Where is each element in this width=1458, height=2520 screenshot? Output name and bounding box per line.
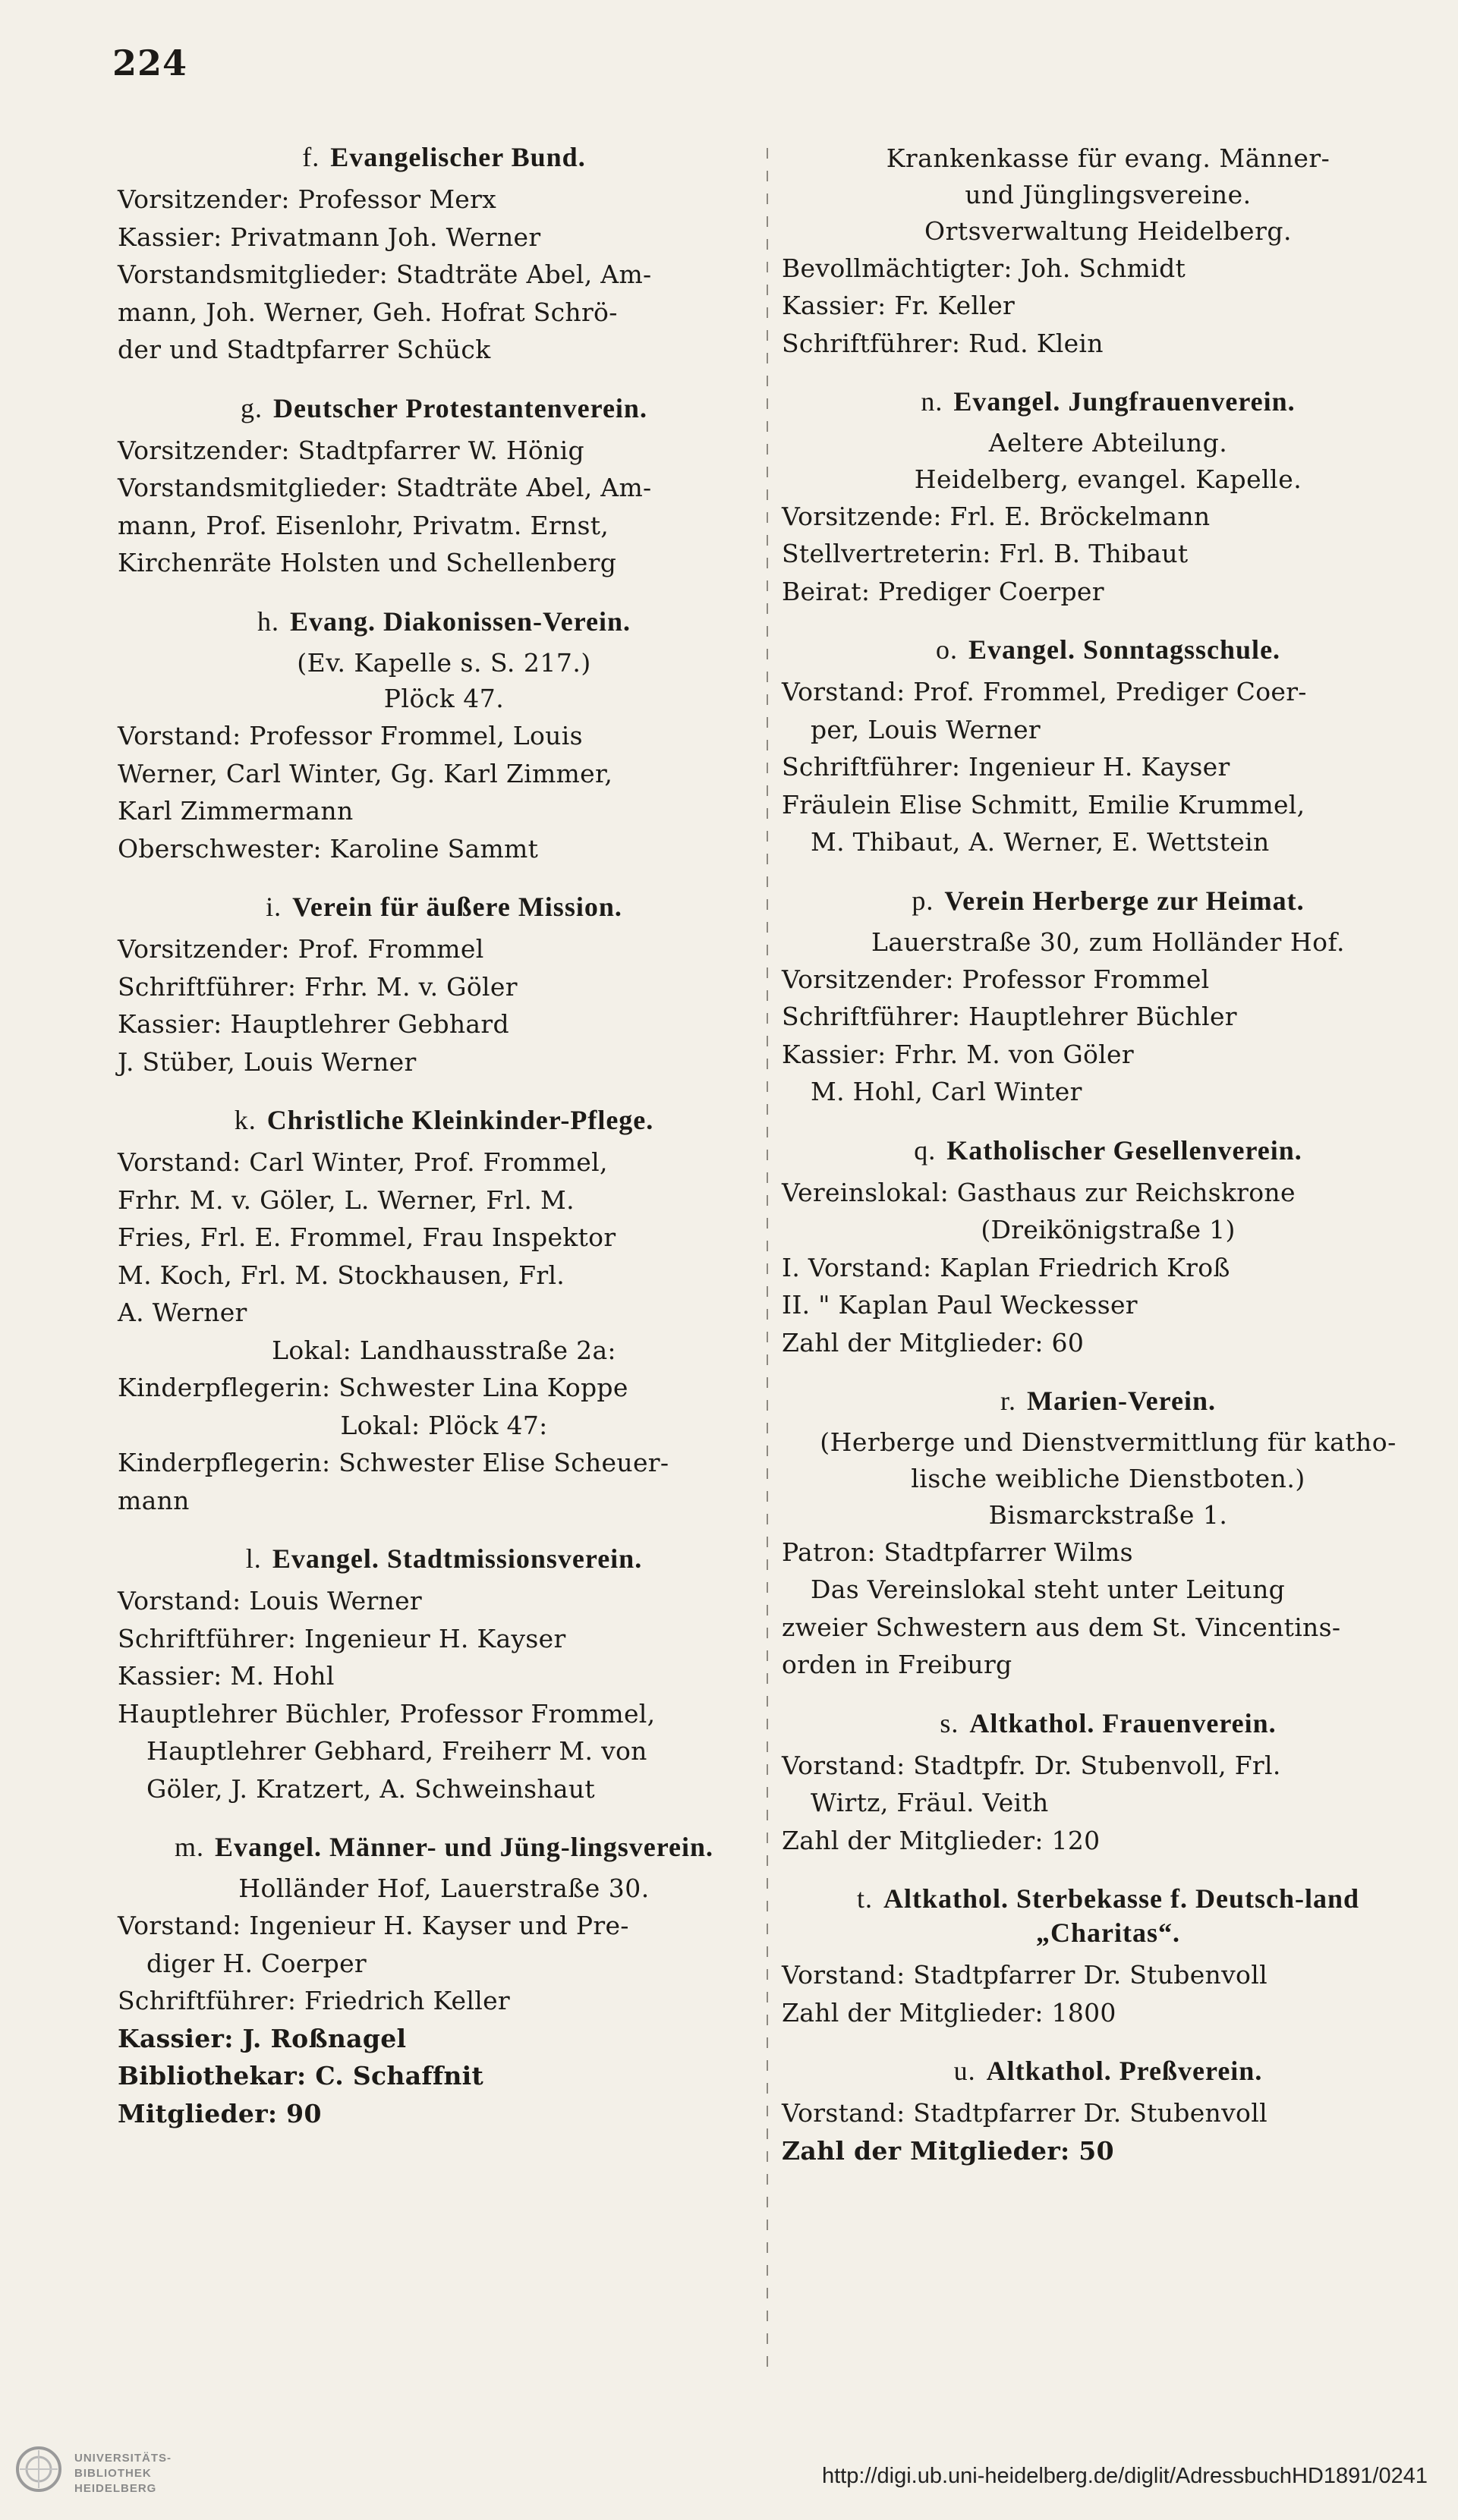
section-name: Verein Herberge zur Heimat. — [944, 885, 1305, 916]
section-title — [782, 1384, 1434, 1418]
directory-section — [782, 1882, 1434, 2031]
directory-section — [118, 392, 770, 582]
directory-section — [782, 2054, 1434, 2169]
column-divider — [767, 148, 768, 2379]
directory-section — [118, 1103, 770, 1519]
library-seal-icon — [15, 2446, 62, 2493]
section-subtitle: Aeltere Abteilung. — [988, 428, 1228, 458]
entry-line: Vereinslokal: Gasthaus zur Reichskrone — [782, 1177, 1296, 1207]
logo-line-3: HEIDELBERG — [74, 2482, 157, 2495]
entry-line: Stellvertreterin: Frl. B. Thibaut — [782, 539, 1189, 569]
section-name: Katholischer Gesellenverein. — [946, 1134, 1302, 1166]
entry-line: Vorstand: Carl Winter, Prof. Frommel, — [118, 1147, 608, 1178]
entry-line: Vorsitzender: Professor Frommel — [782, 964, 1210, 994]
entry-line: Beirat: Prediger Coerper — [782, 576, 1104, 606]
section-title — [118, 392, 770, 426]
entry-line: mann — [118, 1485, 190, 1515]
section-name: Deutscher Protestantenverein. — [273, 392, 647, 423]
logo-line-2: BIBLIOTHEK — [74, 2467, 152, 2480]
entry-line: J. Stüber, Louis Werner — [118, 1046, 417, 1077]
entry-line: Vorstand: Stadtpfr. Dr. Stubenvoll, Frl. — [782, 1750, 1281, 1780]
entry-line: Vorstandsmitglieder: Stadträte Abel, Am- — [118, 473, 652, 502]
section-letter: u. — [953, 2056, 976, 2087]
section-subtitle: Krankenkasse für evang. Männer- — [886, 143, 1330, 173]
entry-line: Oberschwester: Karoline Sammt — [118, 833, 539, 864]
entry-line: Schriftführer: Ingenieur H. Kayser — [118, 1623, 566, 1653]
entry-line: Fräulein Elise Schmitt, Emilie Krummel, — [782, 789, 1305, 820]
section-letter: q. — [914, 1134, 937, 1166]
entry-line: Vorsitzender: Prof. Frommel — [118, 934, 484, 964]
section-letter: r. — [1000, 1386, 1017, 1417]
entry-line: Vorsitzender: Stadtpfarrer W. Hönig — [118, 435, 584, 465]
section-name: Evang. Diakonissen-Verein. — [289, 606, 631, 637]
section-letter: k. — [234, 1105, 257, 1136]
left-column — [118, 140, 770, 2155]
section-title — [782, 884, 1434, 918]
entry-line: Mitglieder: 90 — [118, 2098, 322, 2128]
section-subtitle: Ortsverwaltung Heidelberg. — [924, 216, 1292, 246]
entry-line: orden in Freiburg — [782, 1650, 1012, 1680]
footer — [0, 2424, 1458, 2520]
entry-line: Das Vereinslokal steht unter Leitung — [811, 1575, 1286, 1605]
section-title — [782, 1134, 1434, 1168]
directory-section — [118, 1830, 770, 2132]
entry-line: Schriftführer: Rud. Klein — [782, 328, 1104, 358]
entry-line: diger H. Coerper — [146, 1948, 367, 1978]
entry-line: M. Koch, Frl. M. Stockhausen, Frl. — [118, 1260, 565, 1290]
page-number: 224 — [112, 42, 188, 83]
section-name: Marien-Verein. — [1027, 1386, 1216, 1417]
entry-line: Kassier: Fr. Keller — [782, 291, 1016, 321]
section-letter: s. — [940, 1707, 959, 1738]
entry-line: Göler, J. Kratzert, A. Schweinshaut — [146, 1773, 595, 1804]
entry-line: Zahl der Mitglieder: 60 — [782, 1327, 1085, 1358]
entry-line: Kirchenräte Holsten und Schellenberg — [118, 548, 617, 577]
section-subtitle: Heidelberg, evangel. Kapelle. — [914, 464, 1302, 494]
entry-line: Kinderpflegerin: Schwester Lina Koppe — [118, 1373, 628, 1403]
entry-line: II. " Kaplan Paul Weckesser — [782, 1290, 1138, 1320]
section-name: Evangel. Stadtmissionsverein. — [272, 1543, 643, 1575]
section-letter: t. — [856, 1883, 873, 1914]
section-subtitle: Plöck 47. — [383, 684, 505, 714]
entry-line: Vorstand: Prof. Frommel, Prediger Coer- — [782, 677, 1307, 707]
entry-line: Lokal: Plöck 47: — [340, 1410, 548, 1440]
section-subtitle: Bismarckstraße 1. — [988, 1499, 1228, 1530]
directory-section — [118, 1542, 770, 1807]
entry-line: mann, Prof. Eisenlohr, Privatm. Ernst, — [118, 510, 609, 540]
directory-section — [782, 1707, 1434, 1860]
entry-line: Vorstand: Ingenieur H. Kayser und Pre- — [118, 1911, 629, 1941]
section-name: Evangel. Männer- und Jüng-lingsverein. — [214, 1832, 714, 1863]
entry-line: Vorstand: Professor Frommel, Louis — [118, 721, 583, 751]
section-title — [118, 890, 770, 924]
section-title — [118, 1103, 770, 1137]
entry-line: Lokal: Landhausstraße 2a: — [272, 1335, 616, 1365]
entry-line: Vorstandsmitglieder: Stadträte Abel, Am- — [118, 260, 652, 289]
entry-line: Schriftführer: Frhr. M. v. Göler — [118, 971, 518, 1002]
section-title — [118, 1542, 770, 1576]
entry-line: Schriftführer: Friedrich Keller — [118, 1986, 510, 2016]
entry-line: Kassier: J. Roßnagel — [118, 2023, 407, 2053]
directory-section — [782, 884, 1434, 1111]
entry-line: der und Stadtpfarrer Schück — [118, 335, 491, 364]
section-subtitle: lische weibliche Dienstboten.) — [911, 1463, 1305, 1493]
entry-line: (Dreikönigstraße 1) — [981, 1215, 1236, 1245]
section-title — [118, 605, 770, 639]
section-name: Evangel. Sonntagsschule. — [968, 634, 1281, 665]
entry-line: zweier Schwestern aus dem St. Vincentins- — [782, 1612, 1341, 1642]
section-letter: l. — [245, 1543, 262, 1575]
section-title — [782, 385, 1434, 419]
directory-section — [118, 890, 770, 1081]
entry-line: Kinderpflegerin: Schwester Elise Scheuer- — [118, 1448, 669, 1478]
entry-line: Kassier: Frhr. M. von Göler — [782, 1039, 1134, 1069]
section-subtitle: (Ev. Kapelle s. S. 217.) — [297, 647, 591, 678]
section-letter: h. — [257, 606, 279, 637]
section-subtitle: (Herberge und Dienstvermittlung für katho- — [820, 1427, 1397, 1458]
entry-line: Wirtz, Fräul. Veith — [811, 1788, 1049, 1818]
section-name: Altkathol. Frauenverein. — [969, 1707, 1277, 1738]
section-letter: o. — [935, 634, 958, 665]
section-name: Verein für äußere Mission. — [292, 892, 622, 923]
directory-section — [782, 140, 1434, 362]
entry-line: Zahl der Mitglieder: 1800 — [782, 1997, 1116, 2028]
logo-line-1: UNIVERSITÄTS- — [74, 2452, 172, 2465]
section-subtitle: Holländer Hof, Lauerstraße 30. — [238, 1873, 650, 1904]
entry-line: Patron: Stadtpfarrer Wilms — [782, 1537, 1133, 1567]
section-name: Christliche Kleinkinder-Pflege. — [266, 1105, 654, 1136]
section-letter: m. — [174, 1832, 204, 1863]
entry-line: Kassier: Privatmann Joh. Werner — [118, 222, 541, 252]
section-title — [782, 1882, 1434, 1950]
entry-line: Schriftführer: Hauptlehrer Büchler — [782, 1002, 1237, 1032]
entry-line: Hauptlehrer Büchler, Professor Frommel, — [118, 1698, 656, 1729]
source-url-link[interactable]: http://digi.ub.uni-heidelberg.de/diglit/AdressbuchHD1891/0241 — [821, 2464, 1428, 2488]
entry-line: I. Vorstand: Kaplan Friedrich Kroß — [782, 1252, 1230, 1282]
section-name: Altkathol. Sterbekasse f. Deutsch-land „Charitas“. — [883, 1883, 1360, 1949]
entry-line: Werner, Carl Winter, Gg. Karl Zimmer, — [118, 758, 613, 788]
section-subtitle: Lauerstraße 30, zum Holländer Hof. — [871, 927, 1346, 957]
section-letter: p. — [912, 885, 934, 916]
library-logo[interactable] — [15, 2441, 197, 2506]
section-name: Evangelischer Bund. — [330, 142, 586, 172]
section-title — [118, 1830, 770, 1864]
entry-line: Bibliothekar: C. Schaffnit — [118, 2061, 484, 2091]
entry-line: Vorsitzender: Professor Merx — [118, 184, 497, 214]
entry-line: Karl Zimmermann — [118, 796, 354, 826]
right-column — [782, 140, 1434, 2192]
entry-line: Fries, Frl. E. Frommel, Frau Inspektor — [118, 1222, 616, 1253]
entry-line: Kassier: M. Hohl — [118, 1661, 335, 1691]
entry-line: M. Hohl, Carl Winter — [811, 1077, 1082, 1107]
entry-line: Hauptlehrer Gebhard, Freiherr M. von — [146, 1736, 647, 1767]
section-title — [118, 140, 770, 175]
section-subtitle: und Jünglingsvereine. — [965, 179, 1252, 209]
section-title — [782, 1707, 1434, 1741]
section-name: Evangel. Jungfrauenverein. — [953, 386, 1296, 417]
entry-line: Vorstand: Stadtpfarrer Dr. Stubenvoll — [782, 1960, 1267, 1990]
entry-line: Kassier: Hauptlehrer Gebhard — [118, 1009, 509, 1040]
section-title — [782, 633, 1434, 667]
section-letter: i. — [266, 892, 282, 923]
entry-line: Frhr. M. v. Göler, L. Werner, Frl. M. — [118, 1184, 575, 1215]
directory-section — [782, 633, 1434, 861]
entry-line: Bevollmächtigter: Joh. Schmidt — [782, 253, 1186, 283]
directory-section — [118, 140, 770, 369]
entry-line: A. Werner — [118, 1298, 247, 1328]
entry-line: Vorstand: Stadtpfarrer Dr. Stubenvoll — [782, 2098, 1267, 2128]
section-letter: f. — [302, 142, 320, 172]
section-letter: n. — [921, 386, 943, 417]
directory-section — [118, 605, 770, 868]
entry-line: M. Thibaut, A. Werner, E. Wettstein — [811, 827, 1270, 857]
section-name: Altkathol. Preßverein. — [986, 2056, 1263, 2087]
entry-line: Zahl der Mitglieder: 50 — [782, 2135, 1114, 2166]
entry-line: Vorsitzende: Frl. E. Bröckelmann — [782, 501, 1211, 531]
directory-section — [782, 1134, 1434, 1362]
entry-line: Zahl der Mitglieder: 120 — [782, 1825, 1101, 1855]
section-letter: g. — [241, 392, 263, 423]
section-title — [782, 2054, 1434, 2088]
entry-line: per, Louis Werner — [811, 714, 1041, 744]
entry-line: mann, Joh. Werner, Geh. Hofrat Schrö- — [118, 297, 618, 327]
entry-line: Schriftführer: Ingenieur H. Kayser — [782, 752, 1230, 782]
entry-line: Vorstand: Louis Werner — [118, 1586, 423, 1616]
directory-section — [782, 385, 1434, 610]
directory-section — [782, 1384, 1434, 1684]
